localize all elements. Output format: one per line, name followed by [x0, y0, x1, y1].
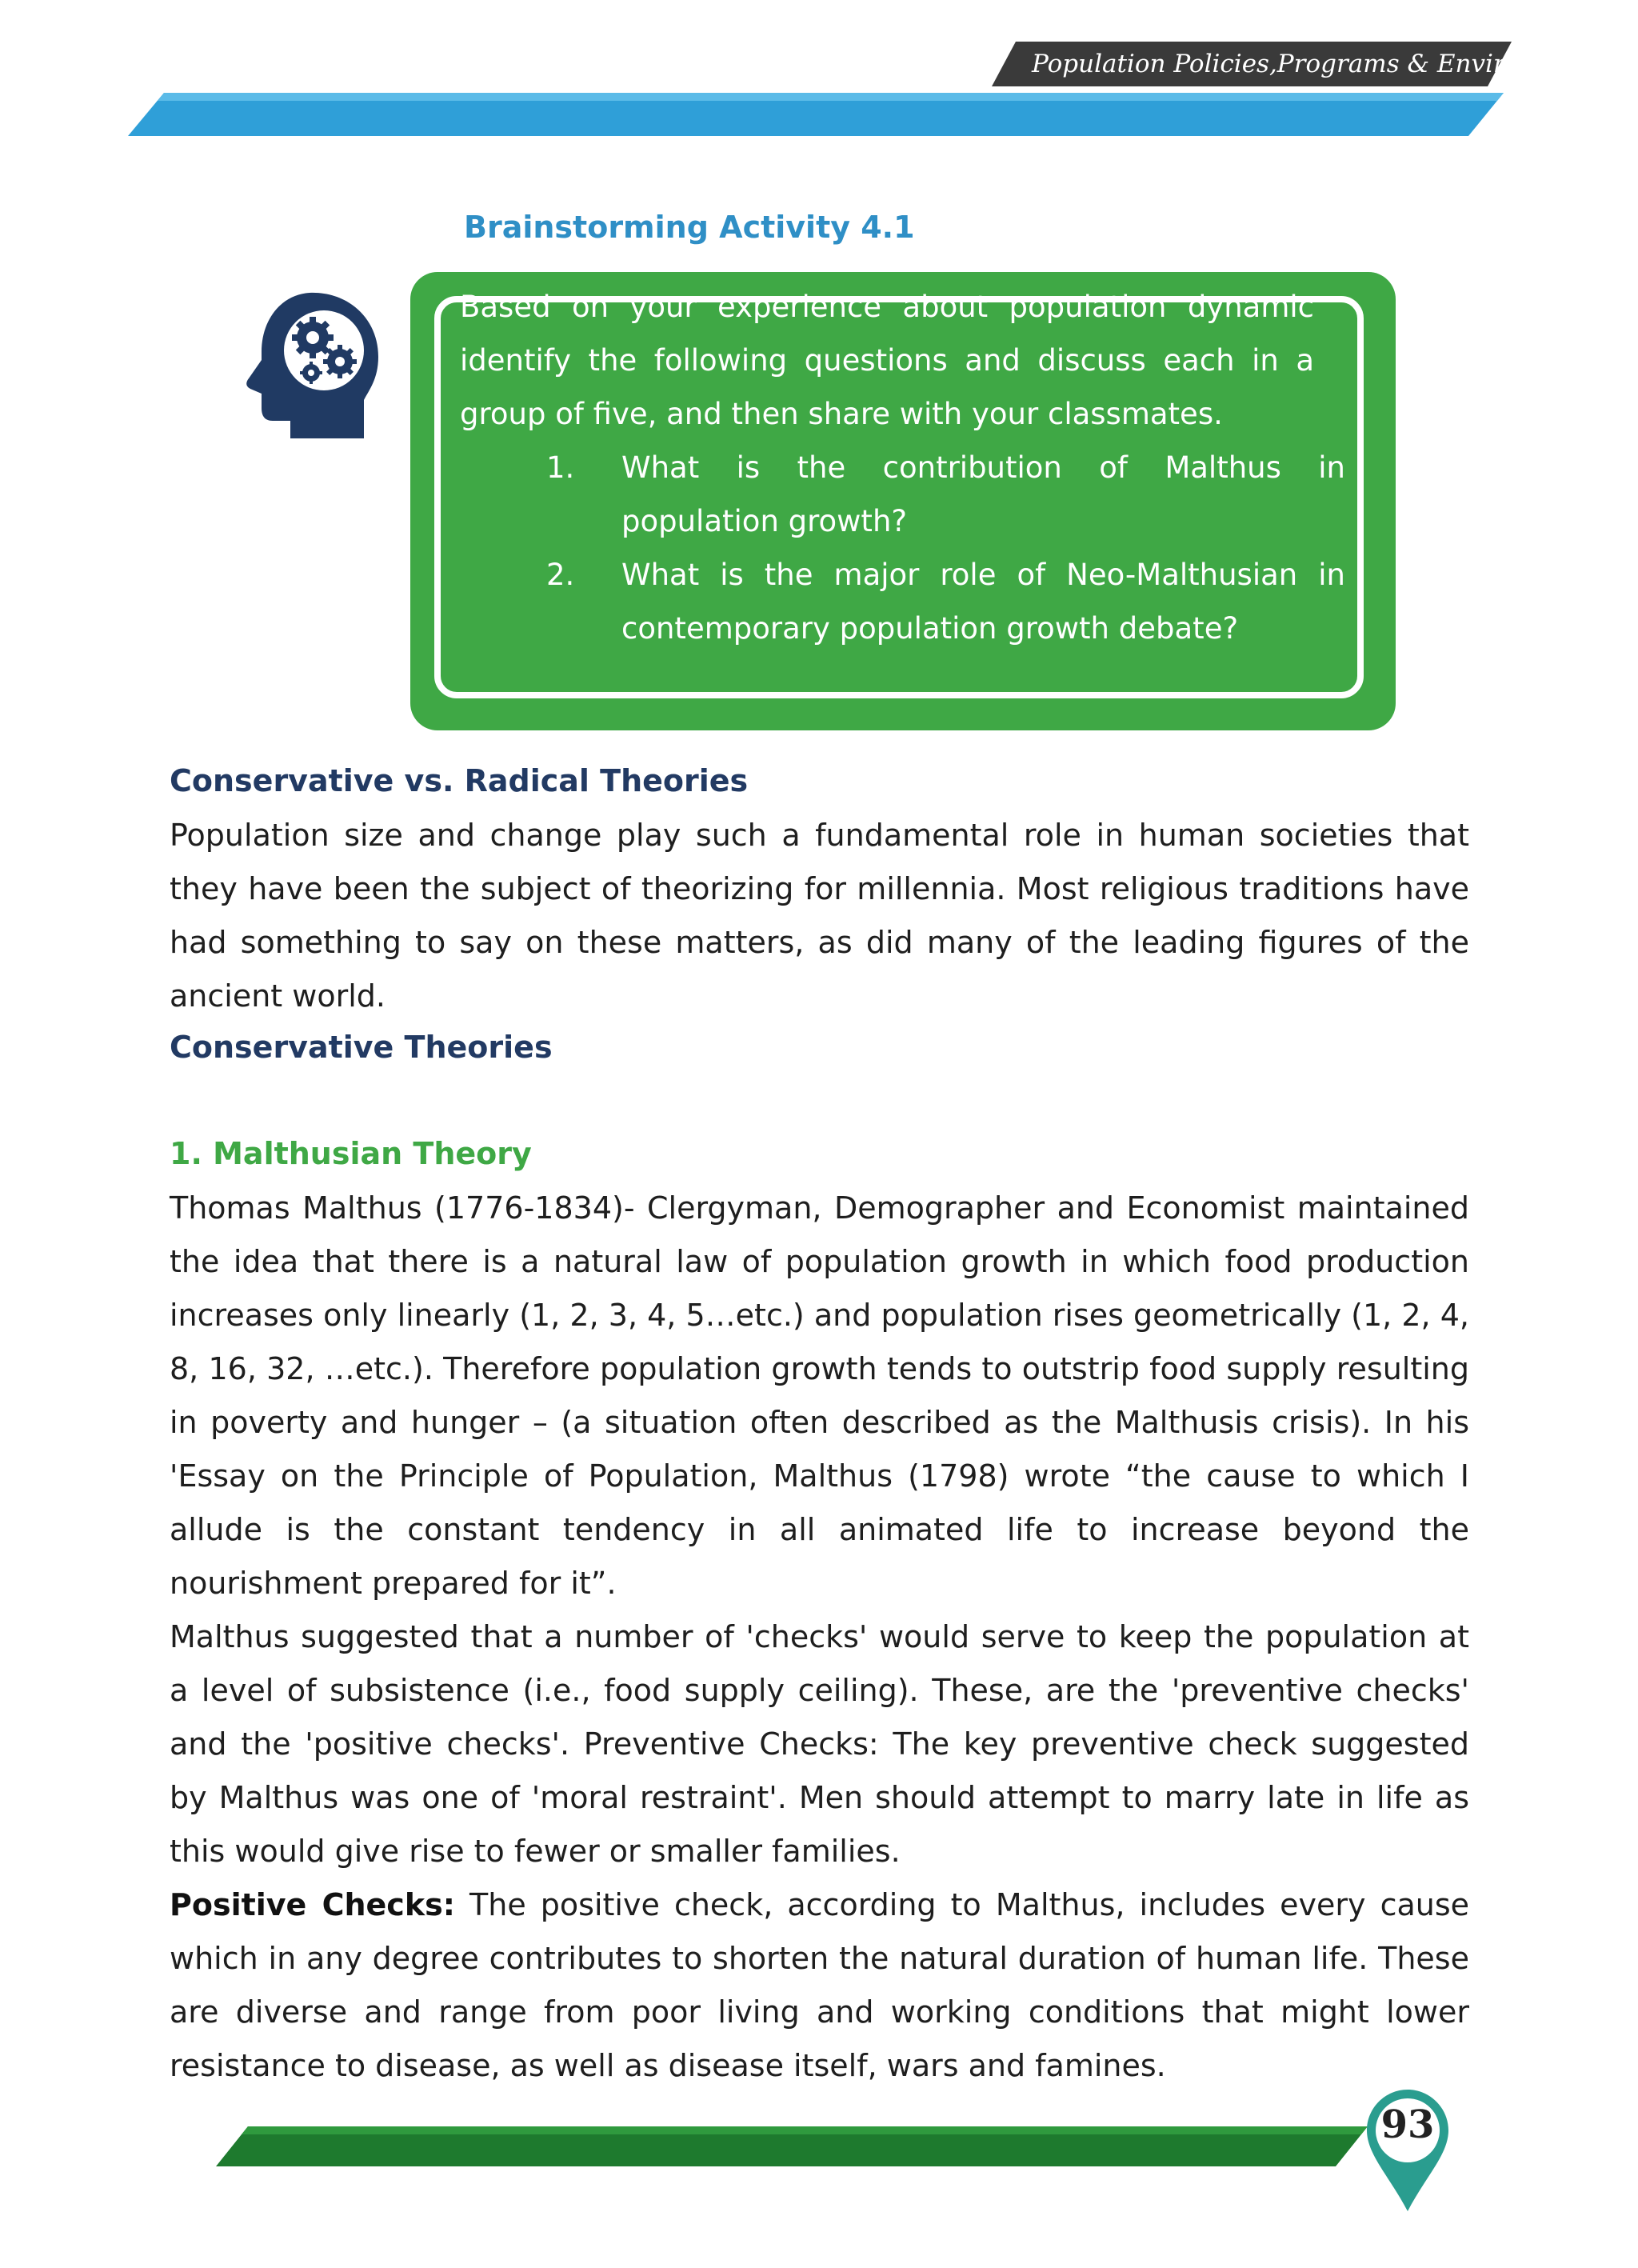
running-header	[992, 42, 1600, 86]
question-text: What is the contribution of Malthus in population growth?	[621, 450, 1345, 538]
page-number: 93	[1380, 2102, 1435, 2147]
positive-checks-label: Positive Checks:	[170, 1887, 455, 1922]
paragraph: Malthus suggested that a number of 'checks' would serve to keep the population at a level of subsistence (i.e., food supply ceiling). These, are the 'preventive checks' and the 'positive checks'. Preventive Checks: The key preventive check suggested by Malthus was one of 'moral restraint'. Men should attempt to marry late in life as this would give rise to fewer or smaller families.	[170, 1619, 1469, 1869]
positive-checks-text: The positive check, according to Malthus, includes every cause which in any degree contributes to shorten the natural duration of human life. These are diverse and range from poor living and working conditions that might lower resistance to disease, as well as disease itself, wars and famines.	[170, 1887, 1470, 2083]
activity-intro: Based on your experience about population dynamic identify the following questions and discuss each in a group of five, and then share with your classmates.	[460, 290, 1314, 431]
header-stripe	[128, 90, 1504, 139]
paragraph: Population size and change play such a fundamental role in human societies that they have been the subject of theorizing for millennia. Most religious traditions have had something to say on these matters, as did many of the leading figures of the ancient world.	[170, 818, 1469, 1014]
activity-box	[410, 272, 1396, 730]
running-header-title: Population Policies,Programs & Environment	[1032, 50, 1600, 78]
section-heading: Conservative Theories	[170, 1030, 553, 1065]
activity-title: Brainstorming Activity 4.1	[464, 210, 915, 245]
question-number: 2.	[546, 558, 575, 592]
question-text: What is the major role of Neo-Malthusian in contemporary population growth debate?	[621, 558, 1345, 646]
subsection-title: 1. Malthusian Theory	[170, 1136, 532, 1171]
head-gears-icon	[244, 288, 384, 444]
paragraph: Thomas Malthus (1776-1834)- Clergyman, Demographer and Economist maintained the idea that there is a natural law of population growth in which food production increases only linearly (1, 2, 3, 4, 5…etc.) and population rises geometrically (1, 2, 4, 8, 16, 32, …etc.). Therefore population growth tends to outstrip food supply resulting in poverty and hunger – (a situation often described as the Malthusis crisis). In his 'Essay on the Principle of Population, Malthus (1798) wrote “the cause to which I allude is the constant tendency in all animated life to increase beyond the nourishment prepared for it”.	[170, 1190, 1469, 1601]
question-number: 1.	[546, 450, 575, 485]
footer-stripe	[216, 2126, 1368, 2166]
paragraph	[170, 1878, 1469, 2093]
section-heading: Conservative vs. Radical Theories	[170, 763, 749, 798]
